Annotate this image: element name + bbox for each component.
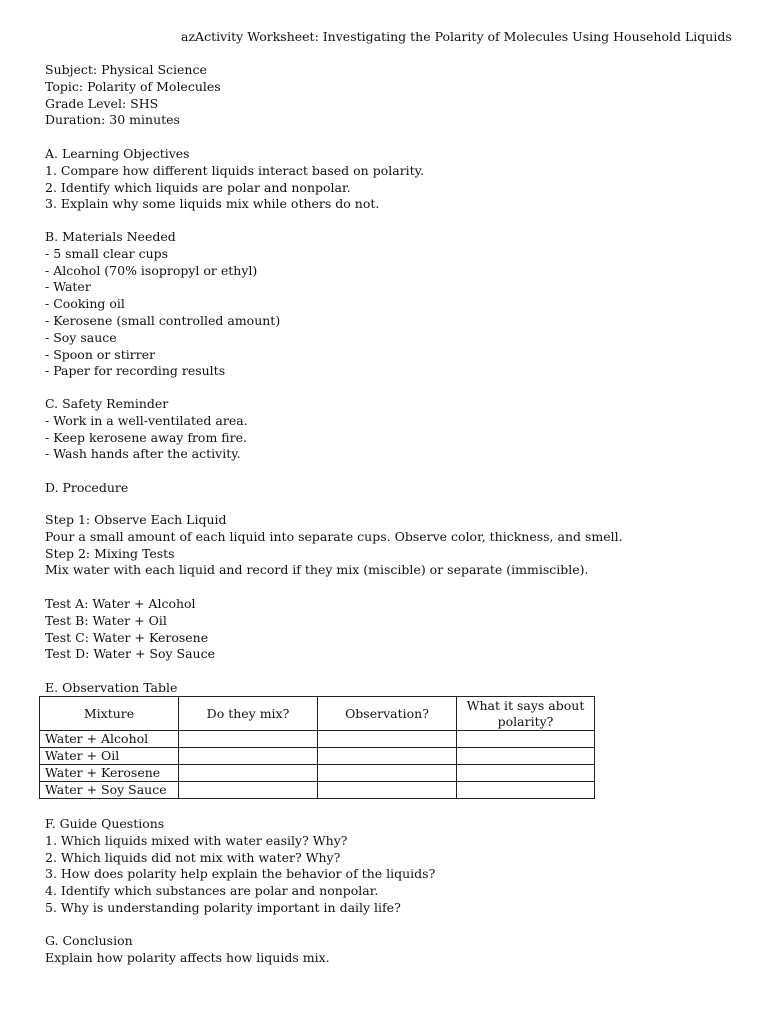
safety-item: - Keep kerosene away from fire. — [45, 429, 247, 445]
safety-item: - Work in a well-ventilated area. — [45, 412, 248, 428]
materials-section — [45, 229, 280, 380]
column-header: What it says about polarity? — [457, 697, 595, 731]
table-row — [40, 765, 595, 782]
question-item: 4. Identify which substances are polar and nonpolar. — [45, 883, 379, 899]
procedure-heading: D. Procedure — [45, 480, 129, 495]
step-line: Step 2: Mixing Tests — [45, 545, 175, 561]
column-header: Mixture — [40, 697, 179, 731]
questions-section — [45, 816, 435, 917]
section-heading: A. Learning Objectives — [45, 146, 190, 161]
empty-cell — [179, 782, 318, 799]
question-item: 5. Why is understanding polarity important in daily life? — [45, 899, 401, 915]
test-item: Test B: Water + Oil — [45, 612, 167, 628]
empty-cell — [457, 765, 595, 782]
test-list — [45, 596, 215, 663]
material-item: - Kerosene (small controlled amount) — [45, 312, 281, 328]
mixture-cell: Water + Alcohol — [40, 731, 179, 748]
worksheet-title: azActivity Worksheet: Investigating the Polarity of Molecules Using Household Liquids — [181, 29, 732, 44]
empty-cell — [318, 748, 457, 765]
empty-cell — [179, 765, 318, 782]
procedure-steps — [45, 512, 623, 579]
question-item: 2. Which liquids did not mix with water? Why? — [45, 849, 341, 865]
material-item: - Cooking oil — [45, 296, 125, 312]
test-item: Test A: Water + Alcohol — [45, 596, 196, 611]
material-item: - Water — [45, 279, 91, 295]
column-header: Do they mix? — [179, 697, 318, 731]
objectives-section — [45, 146, 424, 213]
step-line: Pour a small amount of each liquid into separate cups. Observe color, thickness, and smell. — [45, 528, 623, 544]
column-header: Observation? — [318, 697, 457, 731]
empty-cell — [457, 748, 595, 765]
test-item: Test D: Water + Soy Sauce — [45, 646, 216, 662]
mixture-cell: Water + Kerosene — [40, 765, 179, 782]
material-item: - Paper for recording results — [45, 363, 226, 379]
safety-section — [45, 396, 248, 463]
objective-item: 1. Compare how different liquids interact based on polarity. — [45, 162, 425, 178]
duration-line: Duration: 30 minutes — [45, 112, 180, 128]
empty-cell — [318, 782, 457, 799]
table-header-row — [40, 697, 595, 731]
mixture-cell: Water + Oil — [40, 748, 179, 765]
step-line: Mix water with each liquid and record if they mix (miscible) or separate (immiscible). — [45, 562, 589, 578]
test-item: Test C: Water + Kerosene — [45, 629, 209, 645]
observation-table — [39, 696, 595, 799]
grade-line: Grade Level: SHS — [45, 95, 159, 111]
material-item: - Alcohol (70% isopropyl or ethyl) — [45, 262, 258, 278]
material-item: - 5 small clear cups — [45, 245, 169, 261]
material-item: - Spoon or stirrer — [45, 346, 156, 362]
empty-cell — [179, 748, 318, 765]
table-heading: E. Observation Table — [45, 680, 178, 695]
table-row — [40, 748, 595, 765]
table-row — [40, 782, 595, 799]
conclusion-text: Explain how polarity affects how liquids mix. — [45, 949, 330, 965]
objective-item: 2. Identify which liquids are polar and nonpolar. — [45, 179, 351, 195]
question-item: 3. How does polarity help explain the behavior of the liquids? — [45, 866, 436, 882]
mixture-cell: Water + Soy Sauce — [40, 782, 179, 799]
section-heading: C. Safety Reminder — [45, 396, 169, 411]
table-row — [40, 731, 595, 748]
step-line: Step 1: Observe Each Liquid — [45, 512, 227, 527]
subject-line: Subject: Physical Science — [45, 62, 207, 77]
section-heading: G. Conclusion — [45, 933, 133, 948]
empty-cell — [318, 765, 457, 782]
empty-cell — [457, 782, 595, 799]
question-item: 1. Which liquids mixed with water easily? Why? — [45, 832, 348, 848]
empty-cell — [318, 731, 457, 748]
conclusion-section — [45, 933, 330, 967]
section-heading: B. Materials Needed — [45, 229, 176, 244]
info-section — [45, 62, 221, 129]
safety-item: - Wash hands after the activity. — [45, 446, 241, 462]
empty-cell — [179, 731, 318, 748]
section-heading: F. Guide Questions — [45, 816, 165, 831]
topic-line: Topic: Polarity of Molecules — [45, 78, 221, 94]
material-item: - Soy sauce — [45, 329, 117, 345]
objective-item: 3. Explain why some liquids mix while others do not. — [45, 196, 380, 212]
empty-cell — [457, 731, 595, 748]
